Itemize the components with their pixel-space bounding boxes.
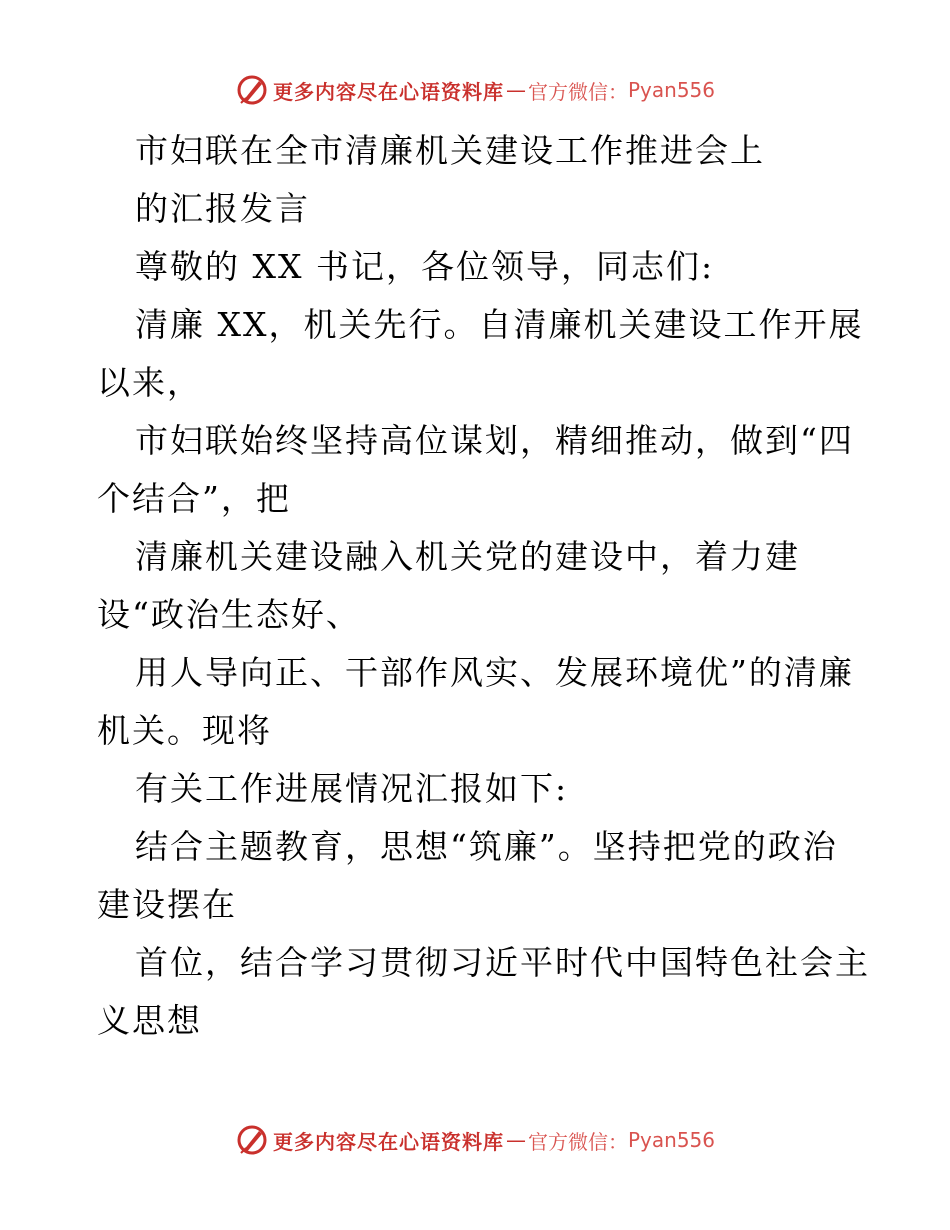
text-line: 首位，结合学习贯彻习近平时代中国特色社会主 [135, 943, 870, 982]
text-line: 市妇联始终坚持高位谋划，精细推动，做到“四 [135, 421, 854, 460]
text-line: 尊敬的 XX 书记，各位领导，同志们: [135, 247, 715, 286]
banner-dash: — [505, 78, 526, 102]
text-line: 用人导向正、干部作风实、发展环境优”的清廉 [135, 653, 854, 692]
banner-wechat-label: 官方微信： [527, 1129, 628, 1154]
text-line: 个结合”，把 [97, 479, 291, 518]
banner-wechat-id: Pyan556 [627, 78, 715, 102]
text-line: 义思想 [97, 1001, 202, 1040]
feather-logo-icon [235, 73, 269, 107]
text-line: 市妇联在全市清廉机关建设工作推进会上 [135, 131, 765, 170]
header-banner [0, 70, 950, 110]
text-line: 有关工作进展情况汇报如下: [135, 769, 569, 808]
feather-logo-icon [235, 1123, 269, 1157]
text-line: 结合主题教育，思想“筑廉”。坚持把党的政治 [135, 827, 838, 866]
text-line: 建设摆在 [97, 885, 237, 924]
banner-wechat-id: Pyan556 [627, 1128, 715, 1152]
text-line: 清廉机关建设融入机关党的建设中，着力建 [135, 537, 800, 576]
banner-main-text: 更多内容尽在心语资料库 [272, 79, 504, 104]
banner-dash: — [505, 1128, 526, 1152]
footer-banner [0, 1120, 950, 1160]
text-line: 机关。现将 [97, 711, 272, 750]
banner-wechat-label: 官方微信： [527, 79, 628, 104]
document-body [0, 122, 950, 1050]
text-line: 以来， [97, 363, 202, 402]
text-line: 设“政治生态好、 [97, 595, 361, 634]
text-line: 清廉 XX，机关先行。自清廉机关建设工作开展 [135, 305, 864, 344]
banner-main-text: 更多内容尽在心语资料库 [272, 1129, 504, 1154]
text-line: 的汇报发言 [135, 189, 310, 228]
